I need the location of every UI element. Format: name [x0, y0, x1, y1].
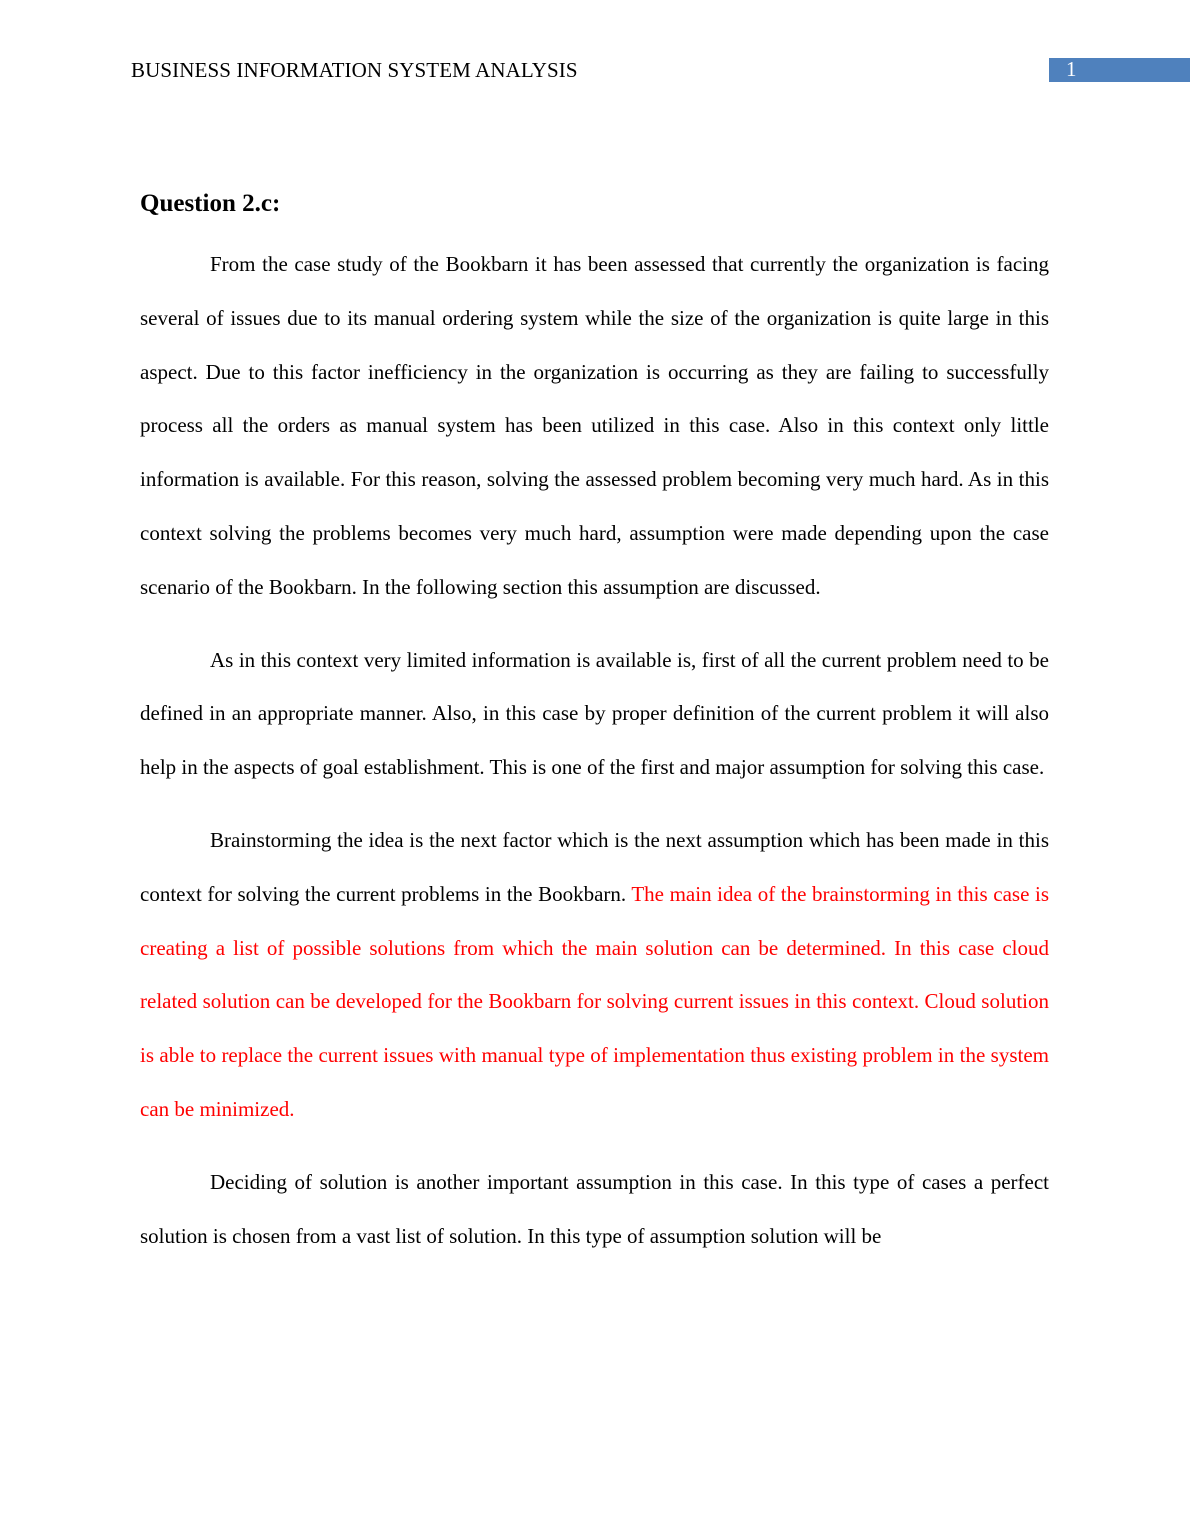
section-heading: Question 2.c: — [140, 190, 281, 217]
paragraph-2: As in this context very limited information is available is, first of all the current problem need to be defined in an appropriate manner. Also, in this case by proper definition of the current problem it will also help in the aspects of goal establishment. This is one of the first and major assumption for solving this case. — [140, 647, 1049, 780]
paragraph-1: From the case study of the Bookbarn it has been assessed that currently the organization is facing several of issues due to its manual ordering system while the size of the organization is quite large in this aspect. Due to this factor inefficiency in the organization is occurring as they are failing to successfully process all the orders as manual system has been utilized in this case. Also in this context only little information is available. For this reason, solving the assessed problem becoming very much hard. As in this context solving the problems becomes very much hard, assumption were made depending upon the case scenario of the Bookbarn. In the following section this assumption are discussed. — [140, 252, 1049, 599]
running-head-title: BUSINESS INFORMATION SYSTEM ANALYSIS — [131, 58, 578, 82]
page-number-badge — [1049, 58, 1190, 82]
paragraph-4: Deciding of solution is another important assumption in this case. In this type of cases a perfect solution is chosen from a vast list of solution. In this type of assumption solution will be — [140, 1169, 1049, 1248]
page-number: 1 — [1066, 57, 1077, 81]
document-body — [140, 184, 1049, 1282]
paragraph-3 — [140, 814, 1049, 1137]
paragraph-3-highlighted-text: The main idea of the brainstorming in this case is creating a list of possible solutions from which the main solution can be determined. In this case cloud related solution can be developed for the Bookbarn for solving current issues in this context. Cloud solution is able to replace the current issues with manual type of implementation thus existing problem in the system can be minimized. — [140, 881, 1049, 1121]
paragraph-3-text: Brainstorming the idea is the next factor which is the next assumption which has been made in this context for solving the current problems in the Bookbarn. — [140, 827, 1049, 906]
